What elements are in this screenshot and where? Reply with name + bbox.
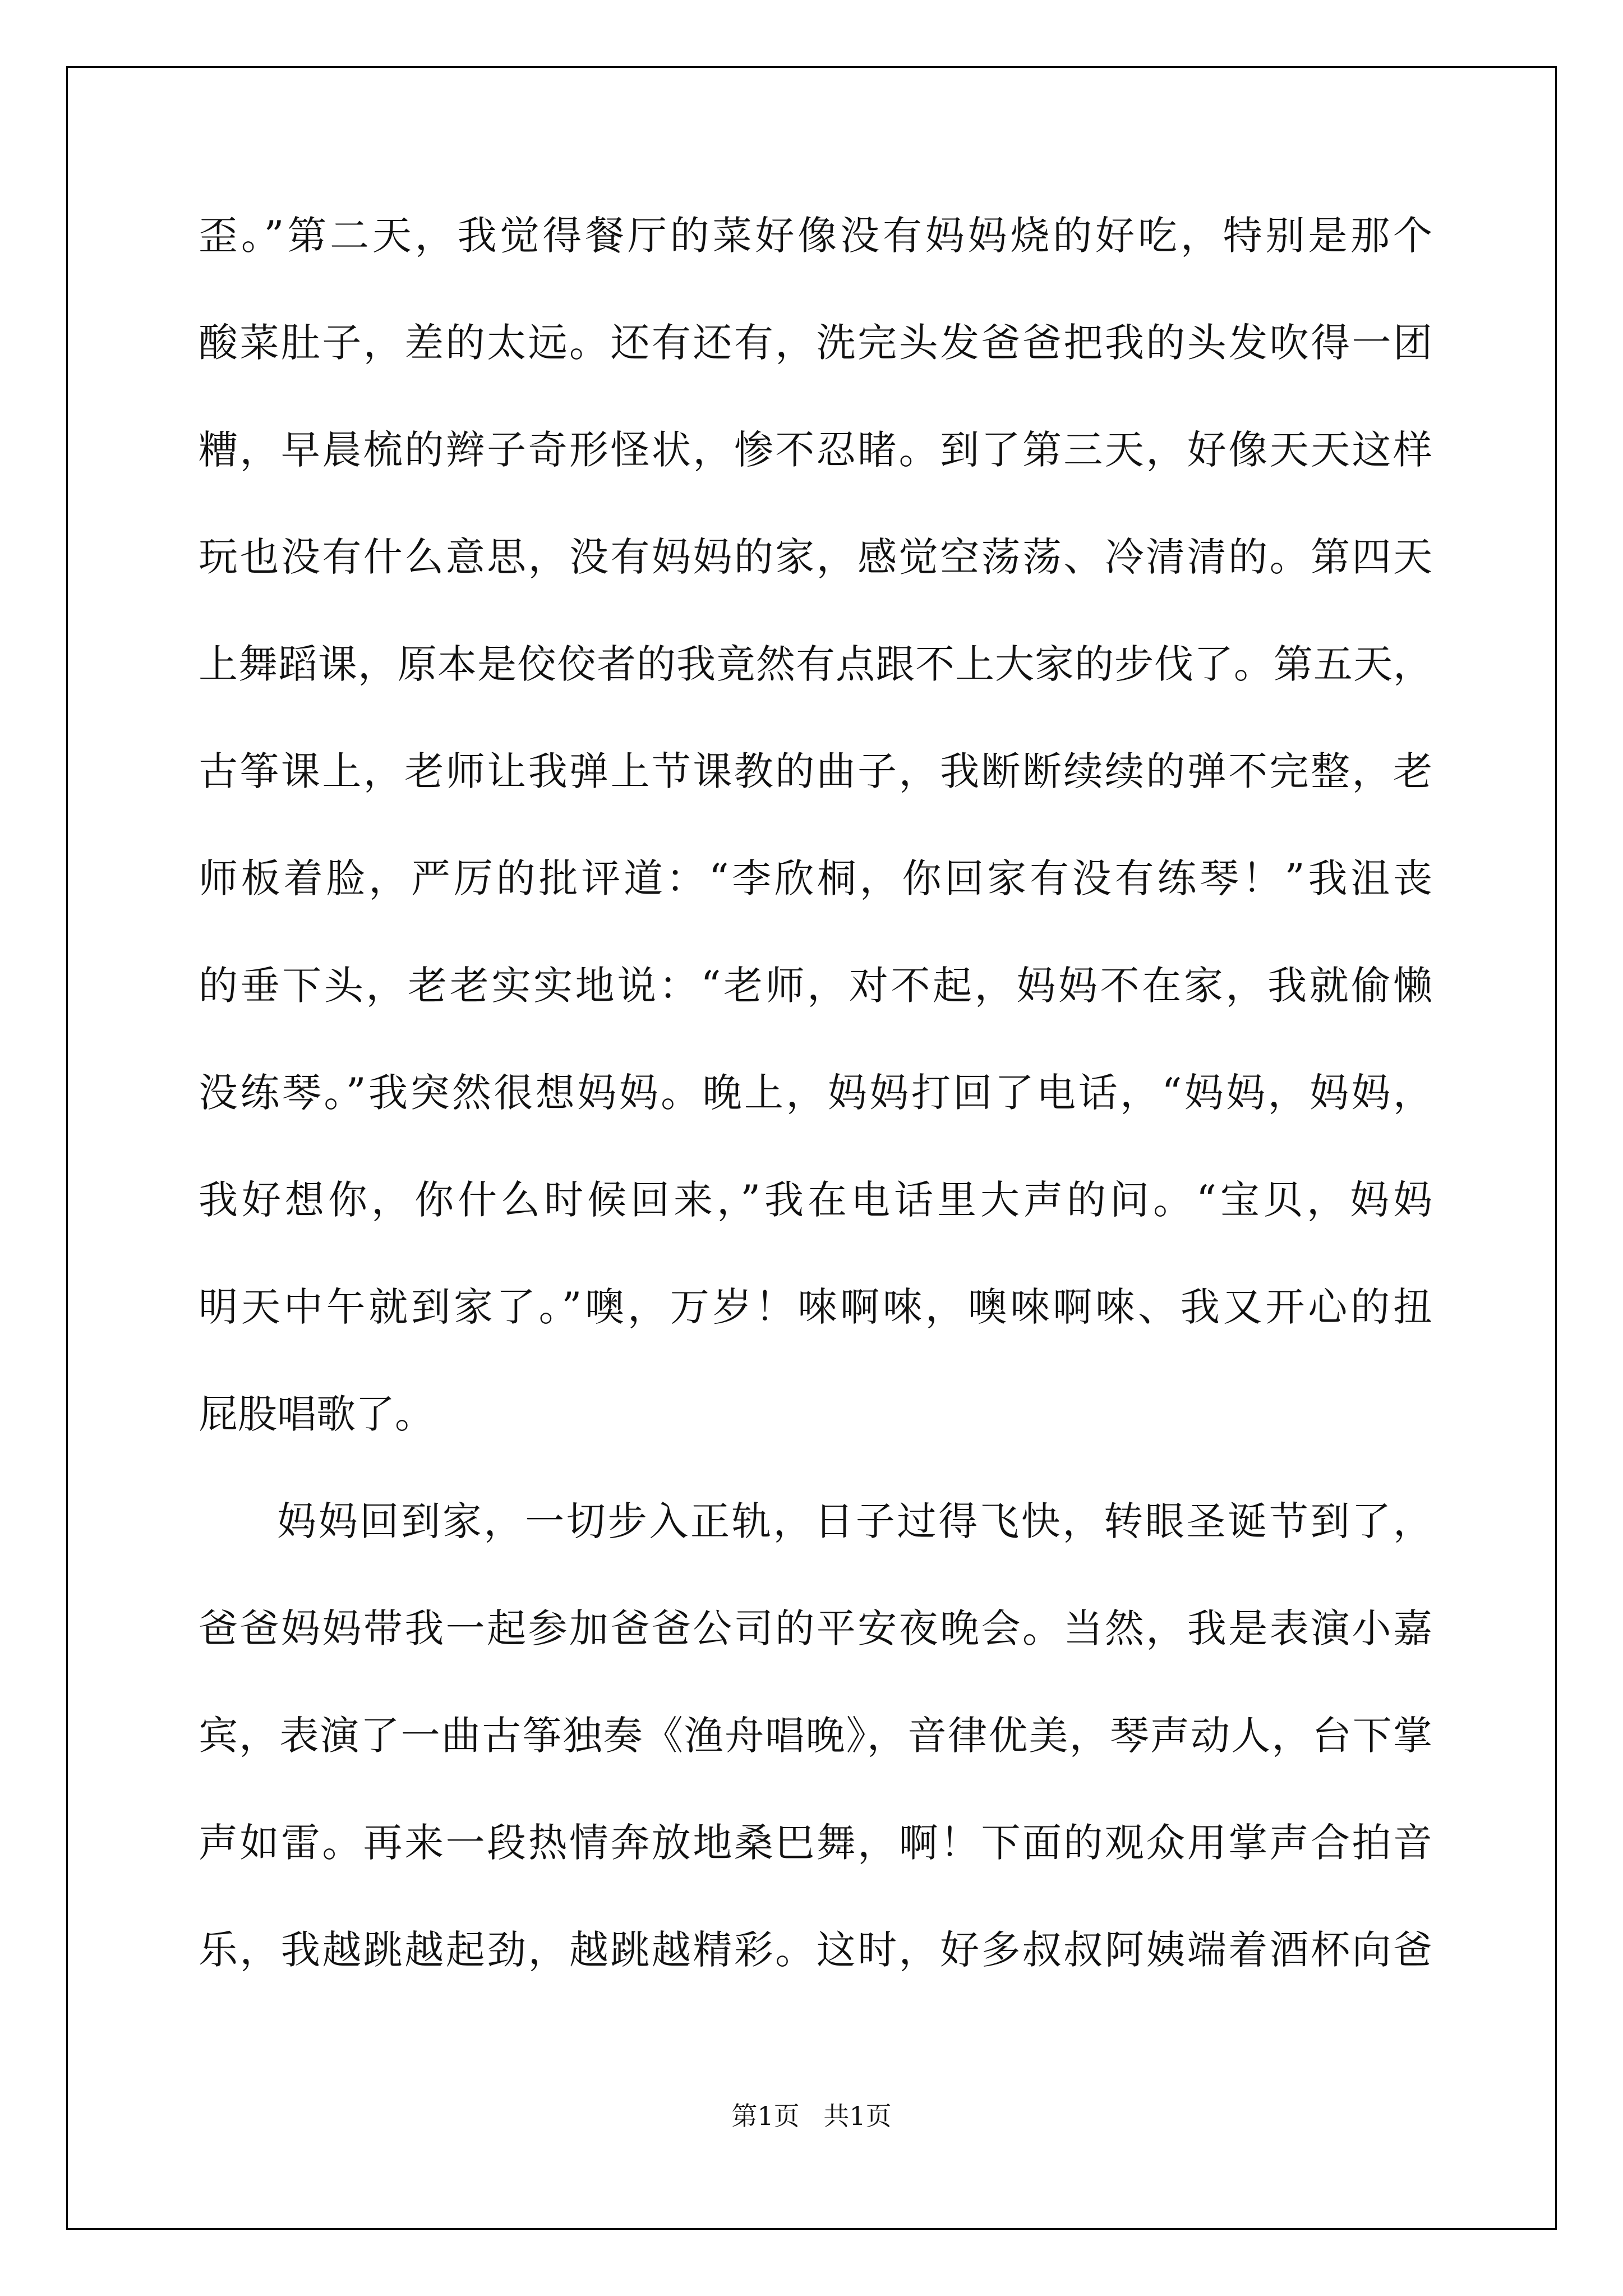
- text-line: 没练琴。”我突然很想妈妈。晚上，妈妈打回了电话，“妈妈，妈妈，: [199, 1070, 1432, 1116]
- text-line: 上舞蹈课，原本是佼佼者的我竟然有点跟不上大家的步伐了。第五天，: [199, 641, 1432, 687]
- text-line: 的垂下头，老老实实地说：“老师，对不起，妈妈不在家，我就偷懒: [199, 963, 1432, 1009]
- text-line: 声如雷。再来一段热情奔放地桑巴舞，啊！下面的观众用掌声合拍音: [199, 1820, 1432, 1866]
- document-body: [199, 208, 1432, 2029]
- text-line: 歪。”第二天，我觉得餐厅的菜好像没有妈妈烧的好吃，特别是那个: [199, 213, 1432, 259]
- text-line: 古筝课上，老师让我弹上节课教的曲子，我断断续续的弹不完整，老: [199, 748, 1432, 794]
- text-line: 我好想你，你什么时候回来，”我在电话里大声的问。“宝贝，妈妈: [199, 1177, 1432, 1223]
- page-total: 共1页: [823, 2101, 892, 2131]
- text-line: 宾，表演了一曲古筝独奏《渔舟唱晚》，音律优美，琴声动人，台下掌: [199, 1713, 1432, 1759]
- text-line: 玩也没有什么意思，没有妈妈的家，感觉空荡荡、冷清清的。第四天: [199, 534, 1432, 580]
- page-number: 第1页: [731, 2101, 800, 2131]
- text-line: 爸爸妈妈带我一起参加爸爸公司的平安夜晚会。当然，我是表演小嘉: [199, 1605, 1432, 1651]
- text-line: 妈妈回到家，一切步入正轨，日子过得飞快，转眼圣诞节到了，: [277, 1498, 1432, 1544]
- text-line: 屁股唱歌了。: [199, 1391, 434, 1437]
- text-line: 酸菜肚子，差的太远。还有还有，洗完头发爸爸把我的头发吹得一团: [199, 320, 1432, 366]
- text-line: 糟，早晨梳的辫子奇形怪状，惨不忍睹。到了第三天，好像天天这样: [199, 427, 1432, 473]
- text-line: 师板着脸，严厉的批评道：“李欣桐，你回家有没有练琴！”我沮丧: [199, 855, 1432, 901]
- text-line: 乐，我越跳越起劲，越跳越精彩。这时，好多叔叔阿姨端着酒杯向爸: [199, 1927, 1432, 1973]
- text-line: 明天中午就到家了。”噢，万岁！唻啊唻，噢唻啊唻、我又开心的扭: [199, 1284, 1432, 1330]
- page-footer: [0, 2099, 1623, 2133]
